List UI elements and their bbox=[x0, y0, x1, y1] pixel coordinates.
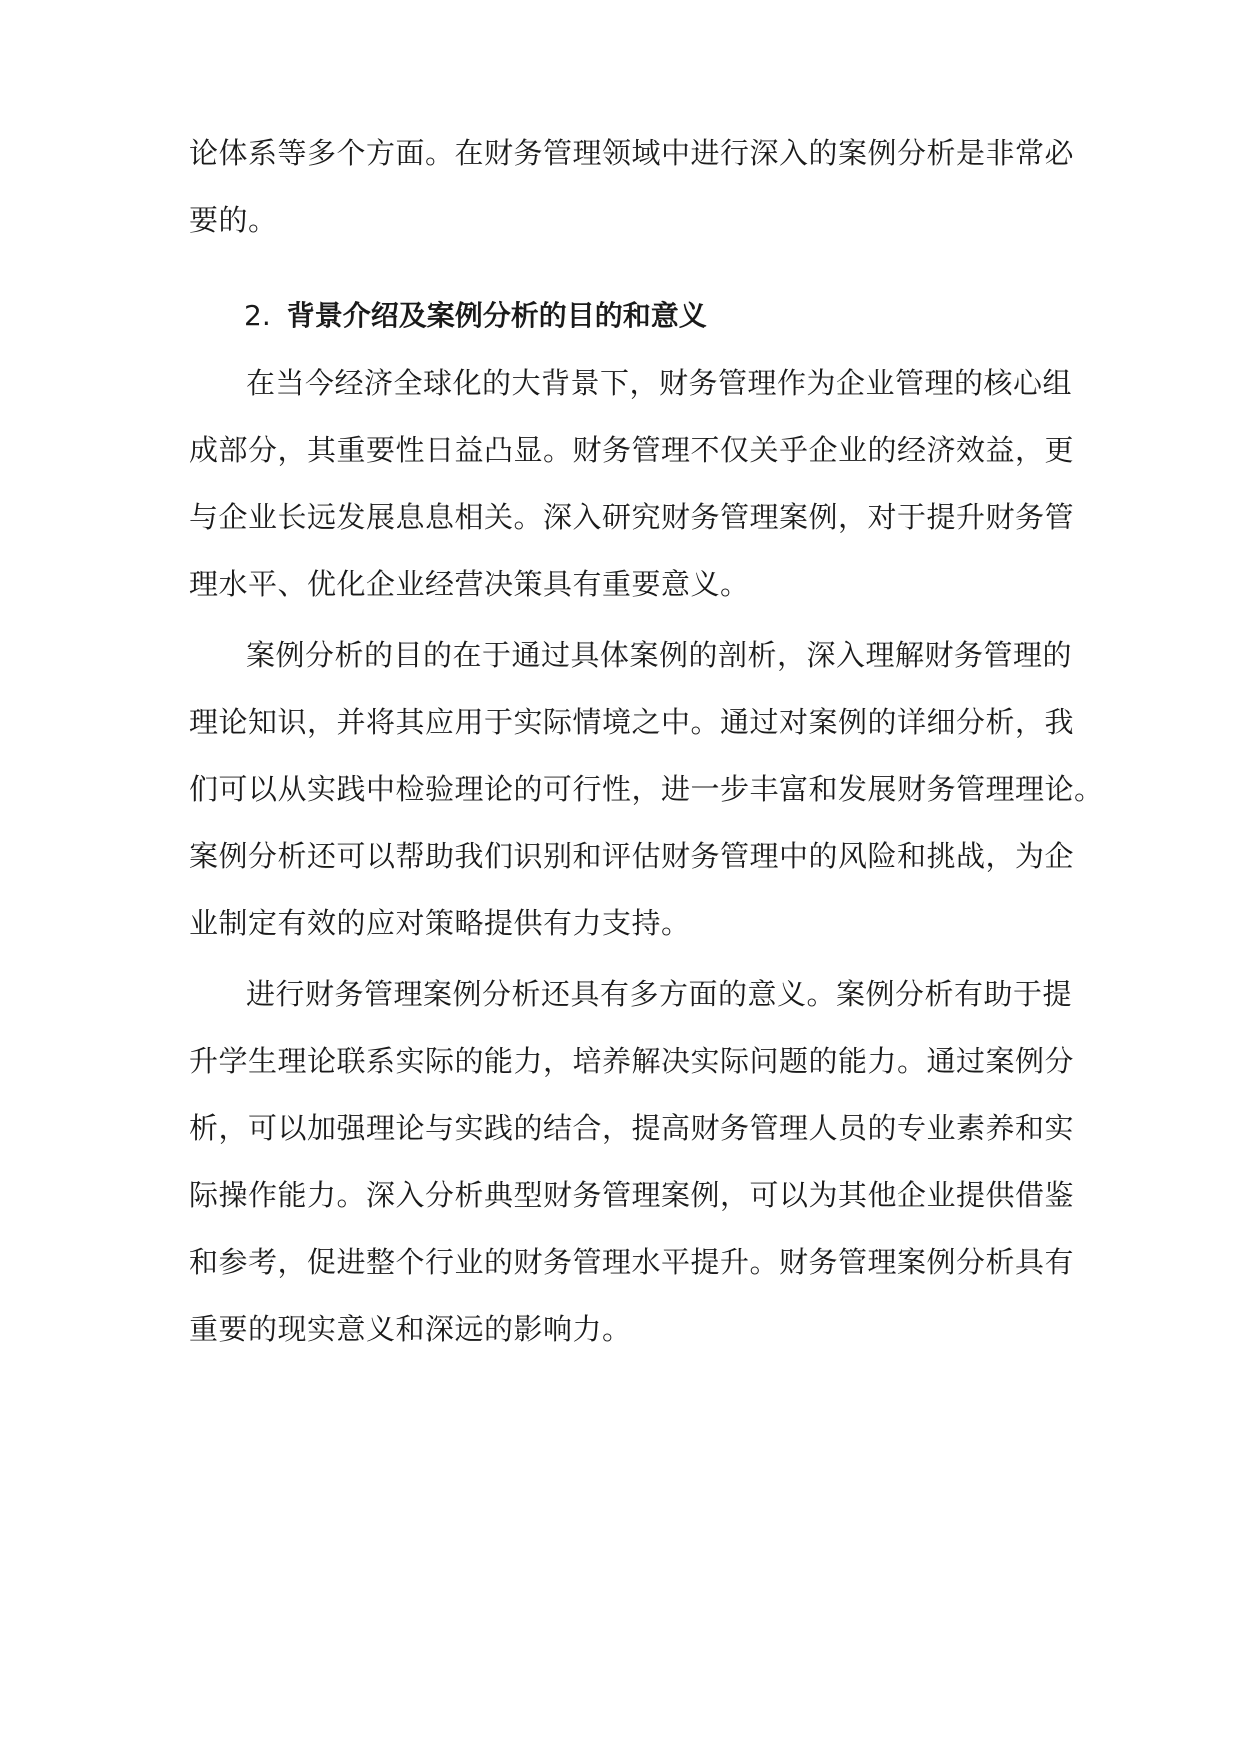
paragraph-3-line-6: 重要的现实意义和深远的影响力。 bbox=[189, 1312, 632, 1346]
paragraph-2-line-1: 案例分析的目的在于通过具体案例的剖析，深入理解财务管理的 bbox=[246, 638, 1073, 672]
section-number: 2. bbox=[244, 299, 271, 332]
section-heading bbox=[244, 296, 707, 336]
paragraph-2-line-2: 理论知识，并将其应用于实际情境之中。通过对案例的详细分析，我 bbox=[189, 705, 1075, 739]
paragraph-3-line-4: 际操作能力。深入分析典型财务管理案例，可以为其他企业提供借鉴 bbox=[189, 1178, 1075, 1212]
section-title: 背景介绍及案例分析的目的和意义 bbox=[286, 299, 707, 332]
paragraph-2-line-4: 案例分析还可以帮助我们识别和评估财务管理中的风险和挑战，为企 bbox=[189, 839, 1075, 873]
paragraph-3-line-2: 升学生理论联系实际的能力，培养解决实际问题的能力。通过案例分 bbox=[189, 1044, 1075, 1078]
paragraph-3-line-5: 和参考，促进整个行业的财务管理水平提升。财务管理案例分析具有 bbox=[189, 1245, 1075, 1279]
intro-line-1: 论体系等多个方面。在财务管理领域中进行深入的案例分析是非常必 bbox=[189, 136, 1075, 170]
paragraph-2-line-5: 业制定有效的应对策略提供有力支持。 bbox=[189, 906, 691, 940]
paragraph-3-line-3: 析，可以加强理论与实践的结合，提高财务管理人员的专业素养和实 bbox=[189, 1111, 1075, 1145]
paragraph-1-line-4: 理水平、优化企业经营决策具有重要意义。 bbox=[189, 567, 750, 601]
paragraph-1-line-2: 成部分，其重要性日益凸显。财务管理不仅关乎企业的经济效益，更 bbox=[189, 433, 1075, 467]
paragraph-2-line-3: 们可以从实践中检验理论的可行性，进一步丰富和发展财务管理理论。 bbox=[189, 772, 1104, 806]
paragraph-1-line-3: 与企业长远发展息息相关。深入研究财务管理案例，对于提升财务管 bbox=[189, 500, 1075, 534]
paragraph-1-line-1: 在当今经济全球化的大背景下，财务管理作为企业管理的核心组 bbox=[246, 366, 1073, 400]
intro-line-2: 要的。 bbox=[189, 203, 278, 237]
paragraph-3-line-1: 进行财务管理案例分析还具有多方面的意义。案例分析有助于提 bbox=[246, 977, 1073, 1011]
